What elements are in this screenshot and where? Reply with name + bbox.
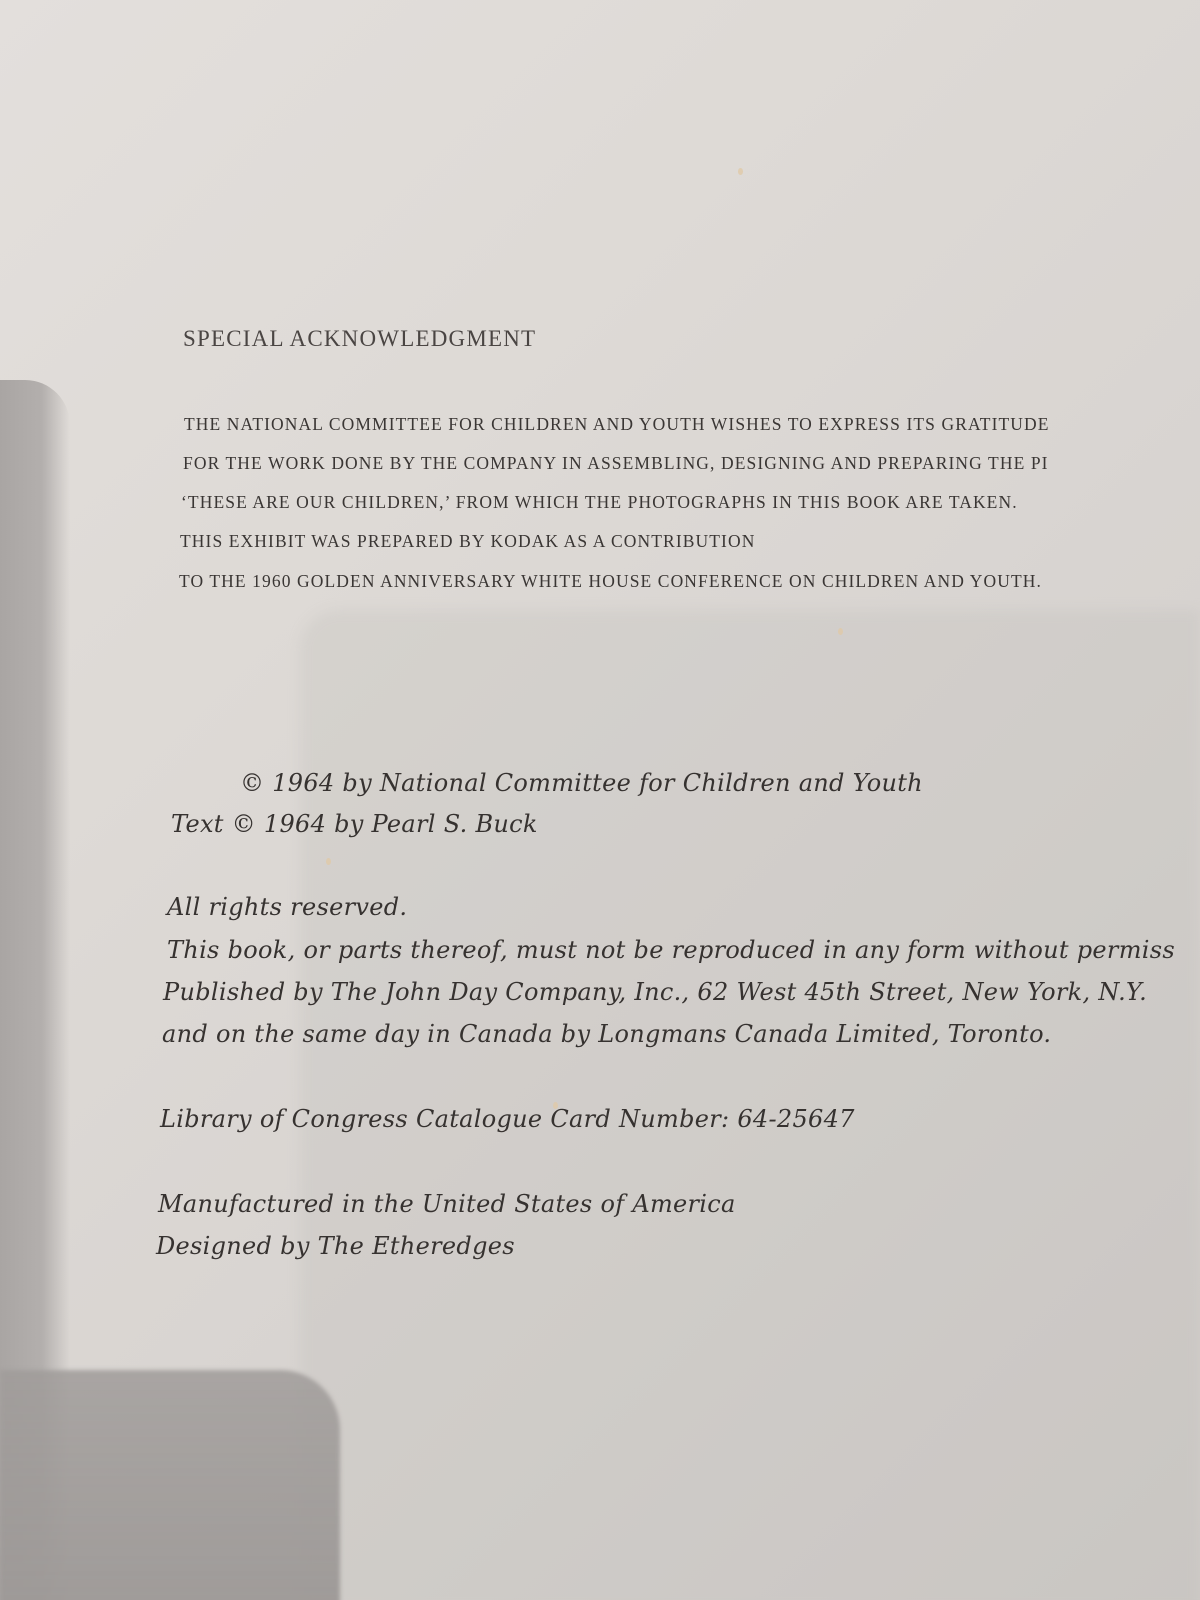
paper-speck [838,628,843,635]
page-shadow-bottom [0,1370,340,1600]
publisher-line: Published by The John Day Company, Inc., 62 West 45th Street, New York, N.Y. [163,978,1148,1006]
acknowledgment-heading: SPECIAL ACKNOWLEDGMENT [183,326,537,351]
acknowledgment-line: FOR THE WORK DONE BY THE COMPANY IN ASSEMBLING, DESIGNING AND PREPARING THE PI [183,453,1049,473]
acknowledgment-line: THE NATIONAL COMMITTEE FOR CHILDREN AND YOUTH WISHES TO EXPRESS ITS GRATITUDE [184,414,1050,434]
acknowledgment-line: THIS EXHIBIT WAS PREPARED BY KODAK AS A CONTRIBUTION [180,531,756,551]
designer-line: Designed by The Etheredges [156,1232,515,1260]
acknowledgment-line: TO THE 1960 GOLDEN ANNIVERSARY WHITE HOUSE CONFERENCE ON CHILDREN AND YOUTH. [179,571,1042,591]
copyright-line: © 1964 by National Committee for Children and Youth [240,769,923,797]
paper-speck [326,858,331,865]
copyright-text-line: Text © 1964 by Pearl S. Buck [171,810,538,838]
acknowledgment-line: ‘THESE ARE OUR CHILDREN,’ FROM WHICH THE PHOTOGRAPHS IN THIS BOOK ARE TAKEN. [181,492,1018,512]
rights-reserved-line: All rights reserved. [167,893,408,921]
manufactured-line: Manufactured in the United States of America [158,1190,736,1218]
paper-speck [738,168,743,175]
reproduction-notice-line: This book, or parts thereof, must not be reproduced in any form without permiss [167,936,1175,964]
catalogue-number-line: Library of Congress Catalogue Card Number: 64-25647 [160,1105,855,1133]
canada-publisher-line: and on the same day in Canada by Longmans Canada Limited, Toronto. [162,1020,1052,1048]
